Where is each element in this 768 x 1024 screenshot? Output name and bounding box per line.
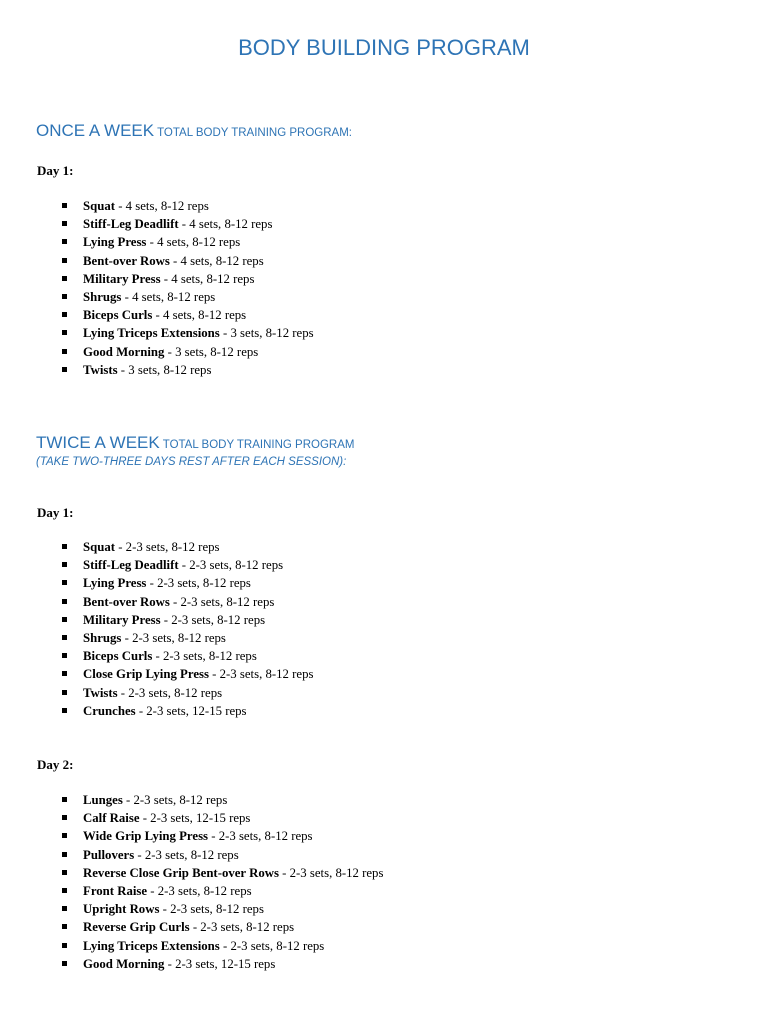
exercise-item <box>62 252 314 270</box>
square-bullet-icon <box>62 635 67 640</box>
exercise-name: Lunges <box>83 793 123 807</box>
exercise-detail: - 2-3 sets, 8-12 reps <box>208 667 314 682</box>
exercise-item <box>62 955 383 973</box>
exercise-detail: - 4 sets, 8-12 reps <box>160 271 255 286</box>
square-bullet-icon <box>62 312 67 317</box>
exercise-item <box>62 827 383 845</box>
day-label: Day 1: <box>37 505 74 520</box>
square-bullet-icon <box>62 852 67 857</box>
square-bullet-icon <box>62 367 67 372</box>
exercise-name: Squat <box>83 199 116 213</box>
exercise-name: Bent-over Rows <box>83 253 170 268</box>
day-label: Day 1: <box>37 163 74 178</box>
exercise-name: Twists <box>83 362 118 377</box>
square-bullet-icon <box>62 924 67 929</box>
exercise-name: Stiff-Leg Deadlift <box>83 217 179 232</box>
exercise-name: Reverse Grip Curls <box>83 920 190 935</box>
exercise-list <box>62 791 383 973</box>
square-bullet-icon <box>62 330 67 335</box>
exercise-detail: - 2-3 sets, 8-12 reps <box>152 649 257 664</box>
exercise-name: Squat <box>83 540 116 554</box>
exercise-item <box>62 791 383 809</box>
exercise-item <box>62 288 314 306</box>
exercise-name: Biceps Curls <box>83 649 153 664</box>
exercise-item <box>62 306 314 324</box>
exercise-item <box>62 647 313 665</box>
section-heading-twice-a-week <box>36 433 354 453</box>
exercise-name: Crunches <box>83 703 136 718</box>
square-bullet-icon <box>62 276 67 281</box>
square-bullet-icon <box>62 943 67 948</box>
square-bullet-icon <box>62 580 67 585</box>
section-heading-once-a-week <box>36 121 352 141</box>
exercise-item <box>62 665 313 683</box>
exercise-detail: - 2-3 sets, 12-15 reps <box>135 703 247 718</box>
exercise-item <box>62 361 314 379</box>
exercise-name: Lying Press <box>83 576 147 591</box>
square-bullet-icon <box>62 544 67 549</box>
exercise-detail: - 2-3 sets, 8-12 reps <box>219 938 325 953</box>
exercise-list <box>62 538 313 720</box>
exercise-item <box>62 611 313 629</box>
exercise-detail: - 3 sets, 8-12 reps <box>219 326 314 341</box>
section-subheading: TOTAL BODY TRAINING PROGRAM <box>162 439 355 451</box>
exercise-item <box>62 846 383 864</box>
exercise-name: Upright Rows <box>83 902 160 917</box>
exercise-item <box>62 233 314 251</box>
exercise-name: Wide Grip Lying Press <box>83 829 209 844</box>
exercise-name: Shrugs <box>83 630 122 645</box>
section-note: (TAKE TWO-THREE DAYS REST AFTER EACH SESSION): <box>36 456 347 468</box>
square-bullet-icon <box>62 888 67 893</box>
exercise-item <box>62 197 314 215</box>
exercise-detail: - 2-3 sets, 8-12 reps <box>146 576 251 591</box>
square-bullet-icon <box>62 599 67 604</box>
exercise-name: Pullovers <box>83 847 135 862</box>
square-bullet-icon <box>62 870 67 875</box>
square-bullet-icon <box>62 797 67 802</box>
exercise-detail: - 2-3 sets, 8-12 reps <box>189 920 295 935</box>
exercise-name: Military Press <box>83 612 161 627</box>
exercise-item <box>62 702 313 720</box>
exercise-detail: - 4 sets, 8-12 reps <box>146 235 241 250</box>
exercise-detail: - 2-3 sets, 8-12 reps <box>147 883 252 898</box>
day-label: Day 2: <box>37 757 74 772</box>
exercise-name: Calf Raise <box>83 811 140 826</box>
exercise-name: Good Morning <box>83 956 165 971</box>
exercise-detail: - 4 sets, 8-12 reps <box>169 253 264 268</box>
exercise-name: Stiff-Leg Deadlift <box>83 558 179 573</box>
exercise-detail: - 2-3 sets, 8-12 reps <box>169 594 275 609</box>
exercise-detail: - 2-3 sets, 12-15 reps <box>164 956 276 971</box>
exercise-name: Front Raise <box>83 883 148 898</box>
exercise-item <box>62 629 313 647</box>
square-bullet-icon <box>62 961 67 966</box>
exercise-name: Lying Triceps Extensions <box>83 938 220 953</box>
square-bullet-icon <box>62 617 67 622</box>
exercise-list <box>62 197 314 379</box>
exercise-name: Bent-over Rows <box>83 594 170 609</box>
exercise-item <box>62 215 314 233</box>
square-bullet-icon <box>62 562 67 567</box>
page-title: BODY BUILDING PROGRAM <box>238 35 530 60</box>
square-bullet-icon <box>62 815 67 820</box>
exercise-detail: - 2-3 sets, 8-12 reps <box>121 630 226 645</box>
exercise-detail: - 2-3 sets, 12-15 reps <box>139 811 251 826</box>
exercise-item <box>62 574 313 592</box>
exercise-item <box>62 937 383 955</box>
exercise-detail: - 2-3 sets, 8-12 reps <box>278 865 384 880</box>
square-bullet-icon <box>62 690 67 695</box>
exercise-detail: - 2-3 sets, 8-12 reps <box>122 793 228 807</box>
exercise-item <box>62 809 383 827</box>
exercise-item <box>62 556 313 574</box>
exercise-detail: - 2-3 sets, 8-12 reps <box>178 558 284 573</box>
exercise-item <box>62 270 314 288</box>
exercise-item <box>62 538 313 556</box>
exercise-detail: - 4 sets, 8-12 reps <box>152 308 247 323</box>
square-bullet-icon <box>62 239 67 244</box>
exercise-detail: - 2-3 sets, 8-12 reps <box>134 847 239 862</box>
square-bullet-icon <box>62 708 67 713</box>
exercise-item <box>62 684 313 702</box>
exercise-detail: - 4 sets, 8-12 reps <box>115 199 209 213</box>
square-bullet-icon <box>62 671 67 676</box>
square-bullet-icon <box>62 833 67 838</box>
exercise-item <box>62 900 383 918</box>
exercise-detail: - 2-3 sets, 8-12 reps <box>115 540 220 554</box>
exercise-detail: - 2-3 sets, 8-12 reps <box>159 902 264 917</box>
exercise-detail: - 2-3 sets, 8-12 reps <box>208 829 313 844</box>
exercise-name: Close Grip Lying Press <box>83 667 209 682</box>
exercise-item <box>62 918 383 936</box>
exercise-name: Lying Triceps Extensions <box>83 326 220 341</box>
exercise-detail: - 3 sets, 8-12 reps <box>117 362 212 377</box>
exercise-name: Shrugs <box>83 289 122 304</box>
square-bullet-icon <box>62 203 67 208</box>
exercise-name: Lying Press <box>83 235 147 250</box>
exercise-item <box>62 593 313 611</box>
square-bullet-icon <box>62 221 67 226</box>
exercise-item <box>62 864 383 882</box>
exercise-detail: - 2-3 sets, 8-12 reps <box>117 685 223 700</box>
square-bullet-icon <box>62 653 67 658</box>
exercise-name: Military Press <box>83 271 161 286</box>
section-heading-label: ONCE A WEEK <box>36 121 155 140</box>
square-bullet-icon <box>62 349 67 354</box>
square-bullet-icon <box>62 258 67 263</box>
exercise-item <box>62 882 383 900</box>
section-subheading: TOTAL BODY TRAINING PROGRAM: <box>157 127 352 139</box>
exercise-detail: - 4 sets, 8-12 reps <box>121 289 216 304</box>
exercise-item <box>62 343 314 361</box>
exercise-detail: - 3 sets, 8-12 reps <box>164 344 259 359</box>
exercise-name: Twists <box>83 685 118 700</box>
exercise-detail: - 4 sets, 8-12 reps <box>178 217 273 232</box>
exercise-item <box>62 324 314 342</box>
exercise-name: Reverse Close Grip Bent-over Rows <box>83 865 279 880</box>
exercise-detail: - 2-3 sets, 8-12 reps <box>160 612 266 627</box>
exercise-name: Biceps Curls <box>83 308 153 323</box>
exercise-name: Good Morning <box>83 344 165 359</box>
section-heading-label: TWICE A WEEK <box>36 433 160 452</box>
square-bullet-icon <box>62 294 67 299</box>
square-bullet-icon <box>62 906 67 911</box>
